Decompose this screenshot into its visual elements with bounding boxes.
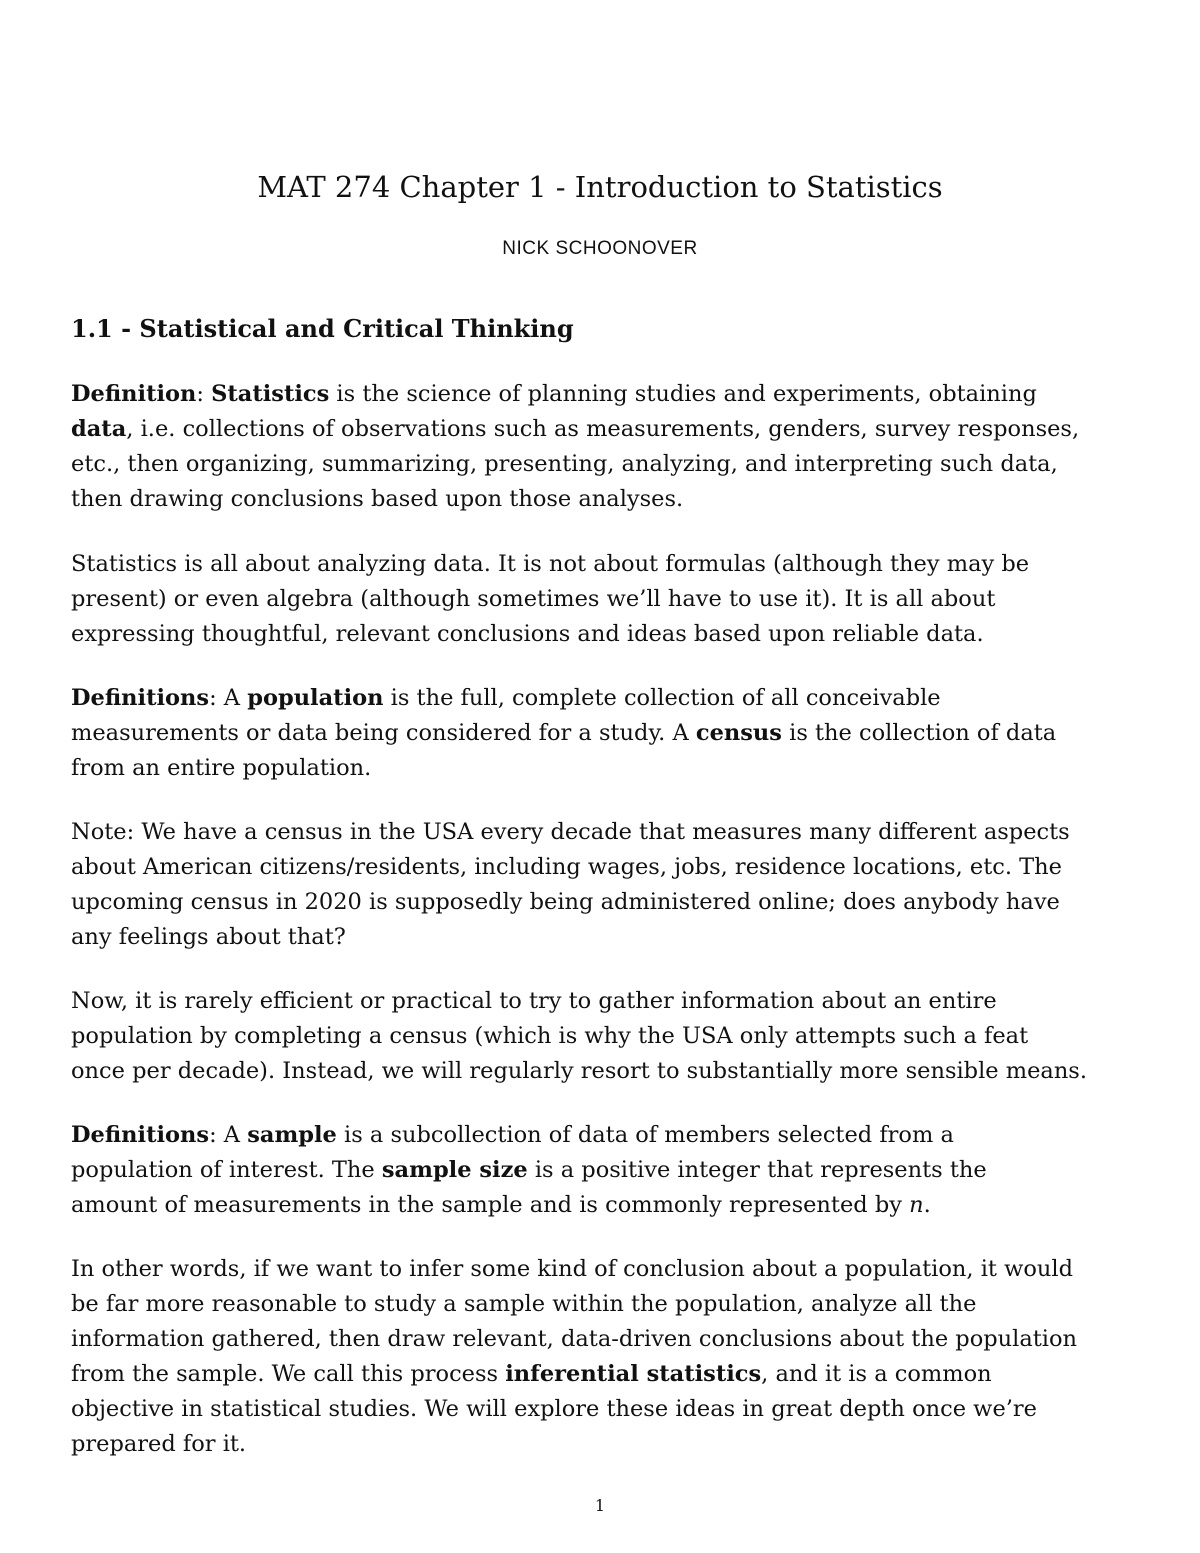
paragraph-line: Now, it is rarely efficient or practical to try to gather information about an entire bbox=[71, 988, 997, 1014]
paragraph-line bbox=[71, 1153, 1141, 1188]
definition-sample-paragraph bbox=[71, 1118, 1141, 1223]
document-title: MAT 274 Chapter 1 - Introduction to Statistics bbox=[257, 170, 943, 204]
term-data: data bbox=[71, 416, 127, 442]
paragraph-text: measurements or data being considered for a study. A bbox=[71, 720, 696, 746]
paragraph-text: is a subcollection of data of members selected from a bbox=[336, 1122, 954, 1148]
paragraph-text: population of interest. The bbox=[71, 1157, 382, 1183]
paragraph-line bbox=[71, 377, 1141, 412]
definition-statistics-paragraph bbox=[71, 377, 1141, 517]
paragraph-text: , and it is a common bbox=[761, 1361, 992, 1387]
statistics-overview-paragraph bbox=[71, 547, 1141, 652]
paragraph-line: prepared for it. bbox=[71, 1431, 247, 1457]
paragraph-line: etc., then organizing, summarizing, presenting, analyzing, and interpreting such data, bbox=[71, 451, 1058, 477]
definition-population-paragraph bbox=[71, 681, 1141, 786]
paragraph-line: then drawing conclusions based upon those analyses. bbox=[71, 486, 684, 512]
author-name: NICK SCHOONOVER bbox=[502, 238, 698, 259]
term-census: census bbox=[695, 720, 782, 746]
paragraph-line: any feelings about that? bbox=[71, 924, 346, 950]
paragraph-line: be far more reasonable to study a sample within the population, analyze all the bbox=[71, 1291, 977, 1317]
paragraph-text: . bbox=[923, 1192, 931, 1218]
paragraph-line bbox=[71, 412, 1141, 447]
term-inferential-statistics: inferential statistics bbox=[505, 1361, 762, 1387]
variable-n: n bbox=[909, 1192, 924, 1218]
paragraph-line: expressing thoughtful, relevant conclusions and ideas based upon reliable data. bbox=[71, 621, 984, 647]
census-efficiency-paragraph bbox=[71, 984, 1141, 1089]
paragraph-line: present) or even algebra (although sometimes we’ll have to use it). It is all about bbox=[71, 586, 996, 612]
paragraph-line: information gathered, then draw relevant, data-driven conclusions about the population bbox=[71, 1326, 1078, 1352]
term-sample-size: sample size bbox=[381, 1157, 528, 1183]
paragraph-line bbox=[71, 1118, 1141, 1153]
paragraph-line bbox=[71, 681, 1141, 716]
term-sample: sample bbox=[247, 1122, 337, 1148]
paragraph-text: is a positive integer that represents the bbox=[527, 1157, 987, 1183]
paragraph-line bbox=[71, 1188, 1141, 1223]
paragraph-line: about American citizens/residents, including wages, jobs, residence locations, etc. The bbox=[71, 854, 1062, 880]
paragraph-line: Statistics is all about analyzing data. It is not about formulas (although they may be bbox=[71, 551, 1030, 577]
term-statistics: Statistics bbox=[211, 381, 330, 407]
paragraph-text: is the collection of data bbox=[781, 720, 1057, 746]
paragraph-line: upcoming census in 2020 is supposedly being administered online; does anybody have bbox=[71, 889, 1060, 915]
paragraph-text: : A bbox=[209, 685, 248, 711]
census-note-paragraph bbox=[71, 815, 1141, 955]
definition-colon: : bbox=[196, 381, 212, 407]
paragraph-line: objective in statistical studies. We will explore these ideas in great depth once we’re bbox=[71, 1396, 1037, 1422]
paragraph-line: once per decade). Instead, we will regularly resort to substantially more sensible means. bbox=[71, 1058, 1088, 1084]
paragraph-line: population by completing a census (which is why the USA only attempts such a feat bbox=[71, 1023, 1029, 1049]
paragraph-text: from the sample. We call this process bbox=[71, 1361, 506, 1387]
paragraph-text: amount of measurements in the sample and is commonly represented by bbox=[71, 1192, 910, 1218]
inferential-statistics-paragraph bbox=[71, 1252, 1141, 1462]
term-population: population bbox=[247, 685, 384, 711]
paragraph-line: In other words, if we want to infer some kind of conclusion about a population, it would bbox=[71, 1256, 1073, 1282]
paragraph-text: is the full, complete collection of all conceivable bbox=[383, 685, 941, 711]
definitions-label: Definitions bbox=[71, 685, 210, 711]
paragraph-line bbox=[71, 1357, 1141, 1392]
paragraph-line bbox=[71, 716, 1141, 751]
paragraph-line: from an entire population. bbox=[71, 755, 372, 781]
paragraph-text: : A bbox=[209, 1122, 248, 1148]
paragraph-text: is the science of planning studies and experiments, obtaining bbox=[329, 381, 1037, 407]
paragraph-text: , i.e. collections of observations such as measurements, genders, survey responses, bbox=[126, 416, 1080, 442]
section-heading: 1.1 - Statistical and Critical Thinking bbox=[71, 314, 574, 343]
definition-label: Definition bbox=[71, 381, 197, 407]
definitions-label: Definitions bbox=[71, 1122, 210, 1148]
page-number: 1 bbox=[594, 1496, 606, 1515]
paragraph-line: Note: We have a census in the USA every decade that measures many different aspects bbox=[71, 819, 1070, 845]
